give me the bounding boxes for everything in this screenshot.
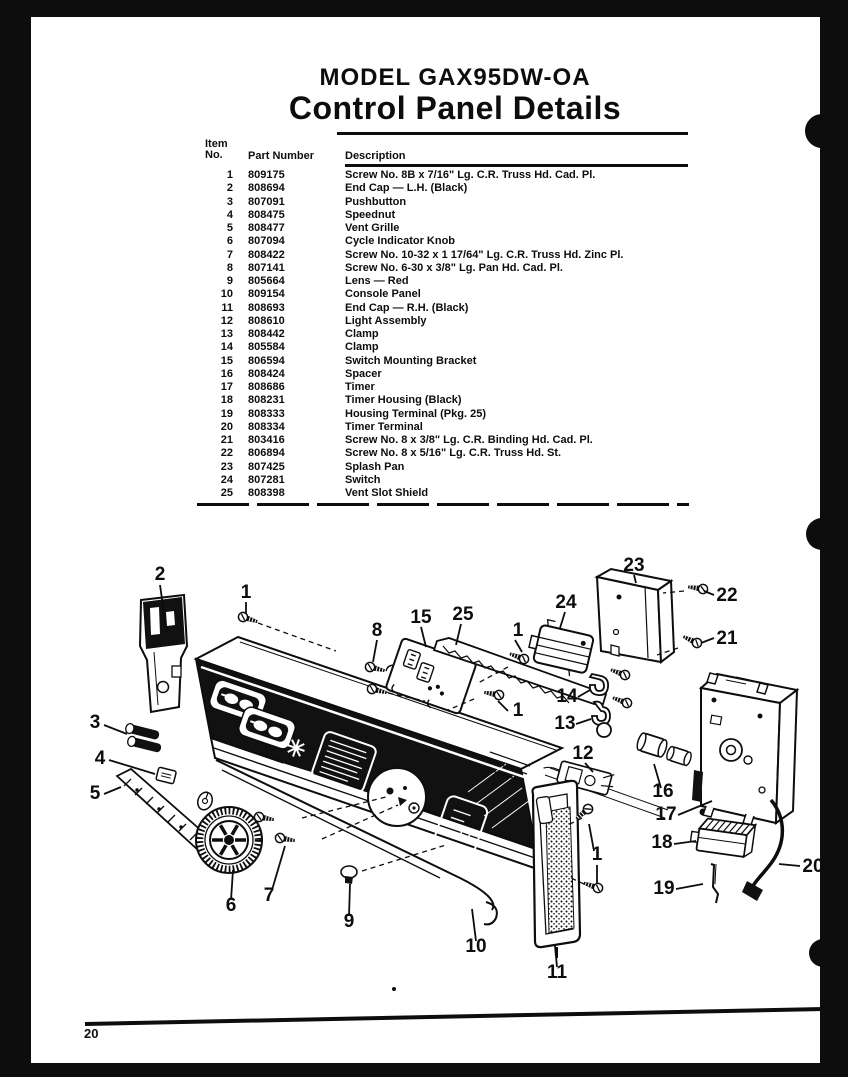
cell-no: 6 — [226, 235, 233, 248]
callout-label: 9 — [343, 911, 355, 932]
table-row — [195, 341, 705, 354]
callout-label: 18 — [651, 832, 673, 853]
cell-no: 24 — [220, 473, 233, 486]
table-row — [195, 368, 705, 381]
cell-desc: Screw No. 8 x 3/8" Lg. C.R. Binding Hd. Cad. Pl. — [345, 434, 593, 446]
cell-part: 808610 — [248, 314, 285, 327]
cell-desc: Light Assembly — [345, 314, 427, 327]
cell-no: 12 — [220, 314, 233, 327]
cell-desc: Speednut — [345, 208, 396, 221]
title-rule — [337, 132, 688, 135]
cell-part: 808694 — [248, 182, 285, 195]
clamp-lower — [592, 702, 611, 737]
callout-label: 25 — [452, 604, 474, 625]
cell-part: 808398 — [248, 487, 285, 499]
table-row — [195, 381, 705, 394]
cell-no: 2 — [226, 182, 233, 195]
callout-label: 7 — [263, 885, 275, 906]
cell-part: 808442 — [248, 328, 285, 340]
cell-part: 808424 — [248, 367, 285, 380]
cell-no: 9 — [226, 275, 233, 287]
table-row — [195, 288, 705, 301]
cell-no: 1 — [226, 169, 233, 181]
cell-part: 807141 — [248, 261, 285, 274]
table-bottom-rule — [197, 503, 689, 506]
cell-part: 805584 — [248, 341, 285, 354]
page-title: Control Panel Details — [288, 90, 622, 126]
cell-part: 808693 — [248, 301, 285, 314]
callout-label: 6 — [225, 895, 237, 916]
column-header-description: Description — [345, 150, 406, 162]
cell-desc: Switch — [345, 473, 381, 486]
table-row — [195, 421, 705, 434]
cell-no: 3 — [226, 195, 233, 208]
callout-label: 1 — [591, 844, 603, 865]
cell-no: 21 — [220, 434, 233, 446]
cell-desc: End Cap — L.H. (Black) — [345, 182, 468, 195]
callout-label: 15 — [410, 607, 432, 628]
table-row — [195, 487, 705, 500]
table-row — [195, 461, 705, 474]
table-row — [195, 196, 705, 209]
callout-label: 21 — [716, 628, 738, 649]
callout-label: 10 — [465, 936, 487, 957]
cell-no: 22 — [220, 447, 233, 460]
cell-desc: Vent Slot Shield — [345, 487, 429, 499]
binder-hole-shadow — [809, 939, 837, 967]
table-row — [195, 302, 705, 315]
table-row — [195, 394, 705, 407]
callout-label: 2 — [154, 564, 166, 585]
table-row — [195, 169, 705, 182]
cell-part: 807281 — [248, 473, 285, 486]
cell-desc: Clamp — [345, 328, 379, 340]
table-row — [195, 235, 705, 248]
cell-desc: Timer — [345, 381, 375, 393]
callout-label: 5 — [89, 783, 101, 804]
cell-no: 25 — [220, 487, 233, 499]
callout-label: 11 — [546, 962, 568, 983]
cell-part: 808475 — [248, 208, 285, 221]
cell-no: 19 — [220, 407, 233, 420]
table-row — [195, 275, 705, 288]
table-row — [195, 408, 705, 421]
table-row — [195, 315, 705, 328]
cell-desc: Screw No. 6-30 x 3/8" Lg. Pan Hd. Cad. Pl. — [345, 261, 563, 274]
model-title: MODEL GAX95DW-OA — [319, 64, 591, 91]
cell-no: 7 — [226, 248, 233, 261]
table-row — [195, 434, 705, 447]
table-row — [195, 474, 705, 487]
table-row — [195, 447, 705, 460]
cell-desc: Splash Pan — [345, 460, 405, 473]
cell-desc: Lens — Red — [345, 275, 409, 287]
callout-label: 22 — [716, 585, 738, 606]
cell-part: 808477 — [248, 222, 285, 234]
cell-part: 808333 — [248, 407, 285, 420]
footer-rule — [85, 1009, 824, 1024]
cell-desc: Timer Housing (Black) — [345, 394, 462, 407]
callout-label: 23 — [623, 555, 645, 576]
cell-desc: Timer Terminal — [345, 420, 423, 433]
column-header-part-number: Part Number — [248, 150, 315, 162]
cell-part: 806594 — [248, 354, 285, 367]
clamp-upper — [590, 674, 608, 695]
page-number: 20 — [84, 1026, 99, 1041]
cell-no: 23 — [220, 460, 233, 473]
table-row — [195, 182, 705, 195]
lens-button — [341, 866, 357, 884]
binder-hole-shadow — [806, 518, 838, 550]
cell-desc: Pushbutton — [345, 195, 407, 208]
cycle-indicator-knob — [196, 807, 262, 873]
cell-no: 5 — [226, 222, 233, 234]
cell-part: 809154 — [248, 288, 285, 301]
callout-label: 1 — [512, 620, 524, 641]
column-header-item: Item No. — [205, 138, 228, 161]
callout-label: 13 — [554, 713, 576, 734]
callout-label: 1 — [512, 700, 524, 721]
end-cap-rh — [533, 781, 581, 958]
cell-desc: Vent Grille — [345, 222, 400, 234]
cell-part: 808686 — [248, 381, 285, 393]
callout-label: 24 — [555, 592, 577, 613]
cell-desc: Housing Terminal (Pkg. 25) — [345, 407, 486, 420]
cell-part: 808334 — [248, 420, 285, 433]
cell-part: 809175 — [248, 169, 285, 181]
cell-no: 17 — [220, 381, 233, 393]
table-row — [195, 222, 705, 235]
table-header-rule — [345, 164, 688, 167]
cell-part: 805664 — [248, 275, 285, 287]
callout-label: 20 — [802, 856, 824, 877]
cell-part: 807091 — [248, 195, 285, 208]
table-row — [195, 209, 705, 222]
cell-desc: Screw No. 8 x 5/16" Lg. C.R. Truss Hd. St. — [345, 447, 562, 460]
cell-part: 806894 — [248, 447, 285, 460]
callout-label: 3 — [89, 712, 101, 733]
table-row — [195, 262, 705, 275]
cell-part: 807094 — [248, 235, 285, 248]
cell-part: 807425 — [248, 460, 285, 473]
cell-desc: Screw No. 8B x 7/16" Lg. C.R. Truss Hd. Cad. Pl. — [345, 169, 596, 181]
cell-no: 14 — [220, 341, 233, 354]
cell-desc: Spacer — [345, 367, 382, 380]
callout-label: 12 — [572, 743, 594, 764]
parts-rows — [195, 169, 705, 500]
cell-desc: Switch Mounting Bracket — [345, 354, 477, 367]
table-row — [195, 249, 705, 262]
cell-no: 18 — [220, 394, 233, 407]
cell-desc: Console Panel — [345, 288, 421, 301]
cell-part: 808422 — [248, 248, 285, 261]
cell-no: 16 — [220, 367, 233, 380]
callout-label: 14 — [556, 686, 578, 707]
callout-label: 19 — [653, 878, 675, 899]
panel-dial-circle — [368, 768, 426, 826]
cell-no: 11 — [221, 301, 233, 314]
callout-label: 17 — [655, 804, 677, 825]
cell-no: 15 — [220, 354, 233, 367]
cell-desc: Clamp — [345, 341, 379, 354]
cell-part: 808231 — [248, 394, 285, 407]
cell-desc: Cycle Indicator Knob — [345, 235, 456, 248]
cell-part: 803416 — [248, 434, 285, 446]
callout-label: 1 — [240, 582, 252, 603]
callout-label: 16 — [652, 781, 674, 802]
cell-no: 13 — [220, 328, 233, 340]
housing-terminal — [711, 864, 718, 903]
table-row — [195, 355, 705, 368]
callout-label: 8 — [371, 620, 383, 641]
pushbuttons — [122, 723, 165, 754]
cell-no: 20 — [220, 420, 233, 433]
callout-label: 4 — [94, 748, 106, 769]
cell-no: 10 — [220, 288, 233, 301]
cell-no: 4 — [226, 208, 233, 221]
cell-no: 8 — [226, 261, 233, 274]
cell-desc: Screw No. 10-32 x 1 17/64" Lg. C.R. Truss Hd. Zinc Pl. — [345, 248, 624, 261]
binder-hole-shadow — [805, 114, 839, 148]
table-row — [195, 328, 705, 341]
cell-desc: End Cap — R.H. (Black) — [345, 301, 469, 314]
spacers — [635, 732, 692, 766]
